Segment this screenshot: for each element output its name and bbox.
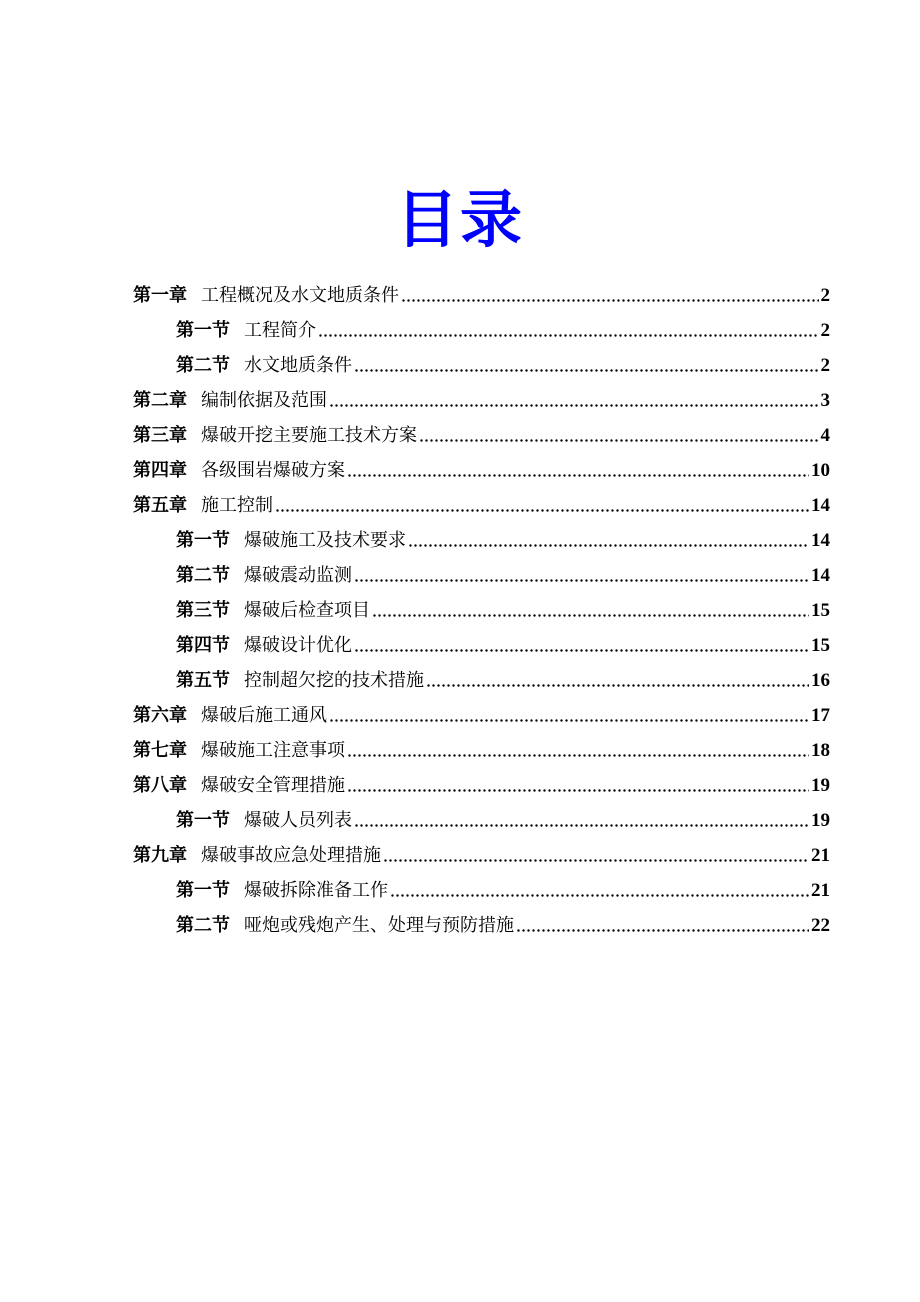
dot-leader — [354, 810, 809, 832]
entry-number: 第二节 — [176, 565, 230, 586]
entry-number: 第八章 — [133, 775, 187, 796]
entry-number: 第一章 — [133, 285, 187, 306]
toc-section-entry[interactable] — [0, 626, 920, 661]
entry-number: 第二节 — [176, 915, 230, 936]
dot-leader — [347, 740, 809, 762]
dot-leader — [318, 320, 819, 342]
entry-number: 第三节 — [176, 600, 230, 621]
entry-number: 第一节 — [176, 810, 230, 831]
dot-leader — [347, 460, 809, 482]
toc-section-entry[interactable] — [0, 591, 920, 626]
toc-section-entry[interactable] — [0, 521, 920, 556]
entry-title: 爆破事故应急处理措施 — [201, 845, 381, 866]
entry-page-number: 19 — [811, 810, 830, 831]
entry-number: 第六章 — [133, 705, 187, 726]
entry-page-number: 2 — [820, 355, 830, 376]
toc-section-entry[interactable] — [0, 311, 920, 346]
entry-number: 第九章 — [133, 845, 187, 866]
dot-leader — [354, 355, 819, 377]
entry-number: 第五节 — [176, 670, 230, 691]
entry-title: 哑炮或残炮产生、处理与预防措施 — [244, 915, 514, 936]
entry-title: 爆破设计优化 — [244, 635, 352, 656]
dot-leader — [329, 705, 809, 727]
entry-title: 工程概况及水文地质条件 — [201, 285, 399, 306]
toc-section-entry[interactable] — [0, 871, 920, 906]
dot-leader — [354, 565, 809, 587]
dot-leader — [390, 880, 809, 902]
toc-chapter-entry[interactable] — [0, 451, 920, 486]
toc-chapter-entry[interactable] — [0, 696, 920, 731]
entry-page-number: 4 — [820, 425, 830, 446]
entry-page-number: 18 — [811, 740, 830, 761]
toc-section-entry[interactable] — [0, 346, 920, 381]
entry-title: 爆破施工及技术要求 — [244, 530, 406, 551]
entry-number: 第一节 — [176, 530, 230, 551]
entry-page-number: 19 — [811, 775, 830, 796]
toc-section-entry[interactable] — [0, 556, 920, 591]
entry-title: 爆破震动监测 — [244, 565, 352, 586]
entry-number: 第一节 — [176, 320, 230, 341]
entry-number: 第五章 — [133, 495, 187, 516]
dot-leader — [354, 635, 809, 657]
dot-leader — [401, 285, 819, 307]
entry-title: 爆破后检查项目 — [244, 600, 370, 621]
entry-title: 控制超欠挖的技术措施 — [244, 670, 424, 691]
entry-number: 第四节 — [176, 635, 230, 656]
dot-leader — [426, 670, 809, 692]
toc-chapter-entry[interactable] — [0, 836, 920, 871]
entry-page-number: 2 — [820, 320, 830, 341]
entry-title: 爆破人员列表 — [244, 810, 352, 831]
toc-chapter-entry[interactable] — [0, 486, 920, 521]
entry-number: 第四章 — [133, 460, 187, 481]
dot-leader — [516, 915, 809, 937]
dot-leader — [347, 775, 809, 797]
entry-title: 爆破拆除准备工作 — [244, 880, 388, 901]
toc-chapter-entry[interactable] — [0, 381, 920, 416]
entry-title: 爆破施工注意事项 — [201, 740, 345, 761]
toc-section-entry[interactable] — [0, 801, 920, 836]
entry-number: 第二章 — [133, 390, 187, 411]
toc-chapter-entry[interactable] — [0, 766, 920, 801]
entry-title: 编制依据及范围 — [201, 390, 327, 411]
entry-page-number: 14 — [811, 530, 830, 551]
dot-leader — [275, 495, 809, 517]
dot-leader — [419, 425, 819, 447]
toc-chapter-entry[interactable] — [0, 731, 920, 766]
toc-section-entry[interactable] — [0, 661, 920, 696]
entry-page-number: 16 — [811, 670, 830, 691]
toc-title: 目录 — [395, 182, 524, 256]
entry-title: 爆破开挖主要施工技术方案 — [201, 425, 417, 446]
entry-page-number: 14 — [811, 565, 830, 586]
entry-page-number: 21 — [811, 845, 830, 866]
dot-leader — [408, 530, 809, 552]
entry-page-number: 15 — [811, 635, 830, 656]
entry-title: 各级围岩爆破方案 — [201, 460, 345, 481]
entry-title: 爆破后施工通风 — [201, 705, 327, 726]
toc-chapter-entry[interactable] — [0, 416, 920, 451]
dot-leader — [372, 600, 809, 622]
entry-title: 水文地质条件 — [244, 355, 352, 376]
entry-page-number: 10 — [811, 460, 830, 481]
dot-leader — [383, 845, 809, 867]
entry-title: 施工控制 — [201, 495, 273, 516]
toc-chapter-entry[interactable] — [0, 276, 920, 311]
entry-number: 第一节 — [176, 880, 230, 901]
dot-leader — [329, 390, 819, 412]
entry-number: 第三章 — [133, 425, 187, 446]
entry-page-number: 3 — [820, 390, 830, 411]
entry-page-number: 14 — [811, 495, 830, 516]
toc-section-entry[interactable] — [0, 906, 920, 941]
entry-page-number: 17 — [811, 705, 830, 726]
entry-page-number: 22 — [811, 915, 830, 936]
entry-title: 爆破安全管理措施 — [201, 775, 345, 796]
entry-title: 工程简介 — [244, 320, 316, 341]
entry-number: 第七章 — [133, 740, 187, 761]
toc-list — [0, 276, 920, 941]
entry-page-number: 15 — [811, 600, 830, 621]
entry-number: 第二节 — [176, 355, 230, 376]
entry-page-number: 21 — [811, 880, 830, 901]
entry-page-number: 2 — [820, 285, 830, 306]
